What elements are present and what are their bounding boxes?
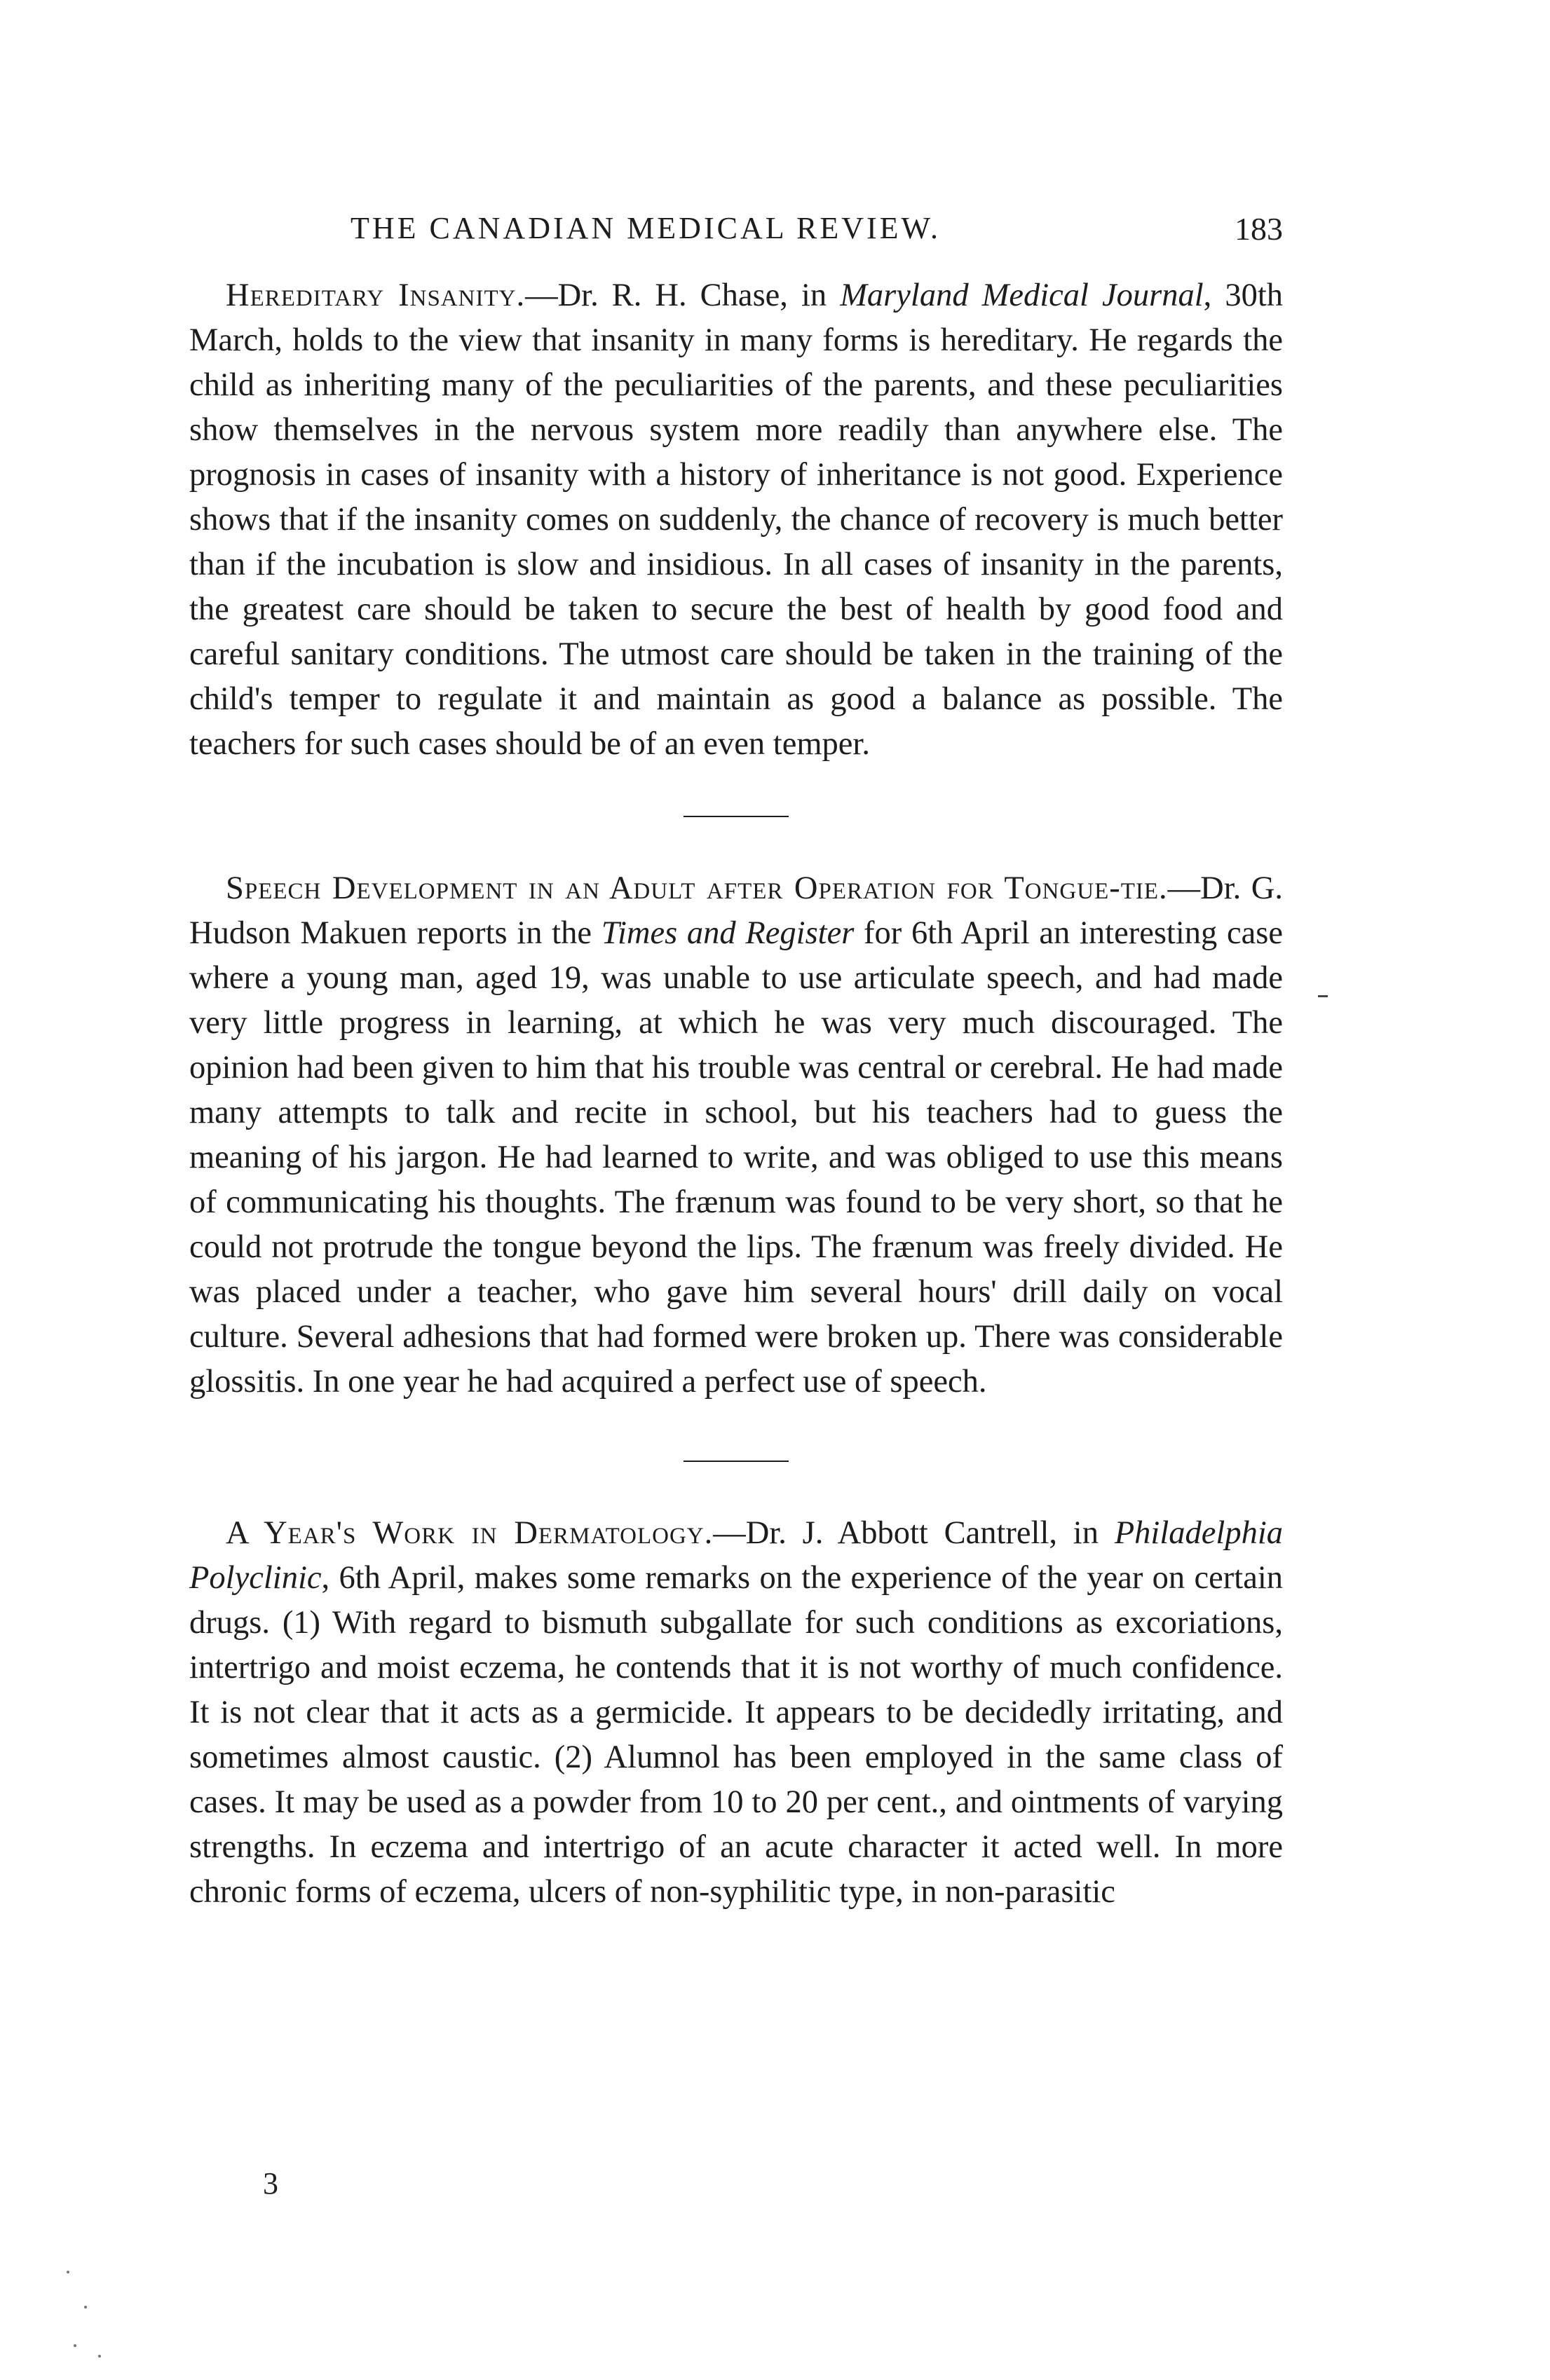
scan-speck bbox=[84, 2306, 87, 2309]
page-number: 183 bbox=[1235, 211, 1283, 247]
article-body bbox=[189, 273, 1283, 767]
text-segment: —Dr. G. Hudson Makuen reports in the bbox=[189, 870, 1283, 951]
journal-citation: Philadelphia Polyclinic bbox=[189, 1515, 1283, 1596]
article-body bbox=[189, 1511, 1283, 1915]
scan-speck bbox=[67, 2271, 69, 2273]
journal-citation: Times and Register bbox=[601, 915, 855, 951]
text-segment: —Dr. J. Abbott Cantrell, in bbox=[713, 1515, 1115, 1551]
page bbox=[189, 210, 1283, 1915]
running-head bbox=[189, 210, 1283, 273]
scan-speck bbox=[98, 2355, 101, 2358]
article-heading: Hereditary Insanity. bbox=[226, 278, 526, 313]
article-heading: A Year's Work in Dermatology. bbox=[226, 1515, 714, 1551]
article-heading: Speech Development in an Adult after Operation for Tongue-tie. bbox=[226, 870, 1168, 906]
text-segment: , 30th March, holds to the view that insanity in many forms is hereditary. He regards the child as inheriting many of the peculiarities of the parents, and these peculiarities show themselves in the nervous system more readily than anywhere else. The prognosis in cases of insanity with a history of inheritance is not good. Experience shows that if the insanity comes on suddenly, the chance of recovery is much better than if the incubation is slow and insidious. In all cases of insanity in the parents, the greatest care should be taken to secure the best of health by good food and careful sanitary conditions. The utmost care should be taken in the training of the child's temper to regulate it and maintain as good a balance as possible. The teachers for such cases should be of an even temper. bbox=[189, 278, 1284, 762]
scan-mark bbox=[1318, 995, 1328, 997]
text-segment: , 6th April, makes some remarks on the experience of the year on certain drugs. (1) With regard to bismuth subgallate for such conditions as excoriations, intertrigo and moist eczema, he contends that it is not worthy of much confidence. It is not clear that it acts as a germicide. It appears to be decidedly irritating, and sometimes almost caustic. (2) Alumnol has been employed in the same class of cases. It may be used as a powder from 10 to 20 per cent., and ointments of varying strengths. In eczema and intertrigo of an acute character it acted well. In more chronic forms of eczema, ulcers of non-syphilitic type, in non-parasitic bbox=[189, 1560, 1283, 1910]
article-body bbox=[189, 866, 1283, 1404]
article-dermatology bbox=[189, 1511, 1283, 1915]
text-segment: —Dr. R. H. Chase, in bbox=[525, 278, 841, 313]
scan-speck bbox=[74, 2344, 76, 2347]
article-hereditary-insanity bbox=[189, 273, 1283, 767]
text-segment: for 6th April an interesting case where a young man, aged 19, was unable to use articulate speech, and had made very little progress in learning, at which he was very much discouraged. The opinion had been given to him that his trouble was central or cerebral. He had made many attempts to talk and recite in school, but his teachers had to guess the meaning of his jargon. He had learned to write, and was obliged to use this means of communicating his thoughts. The frænum was found to be very short, so that he could not protrude the tongue beyond the lips. The frænum was freely divided. He was placed under a teacher, who gave him several hours' drill daily on vocal culture. Several adhesions that had formed were broken up. There was considerable glossitis. In one year he had acquired a perfect use of speech. bbox=[189, 915, 1283, 1400]
journal-citation: Maryland Medical Journal bbox=[840, 278, 1204, 313]
journal-title: THE CANADIAN MEDICAL REVIEW. bbox=[351, 211, 941, 245]
signature-mark: 3 bbox=[263, 2166, 278, 2201]
article-speech-development bbox=[189, 866, 1283, 1404]
